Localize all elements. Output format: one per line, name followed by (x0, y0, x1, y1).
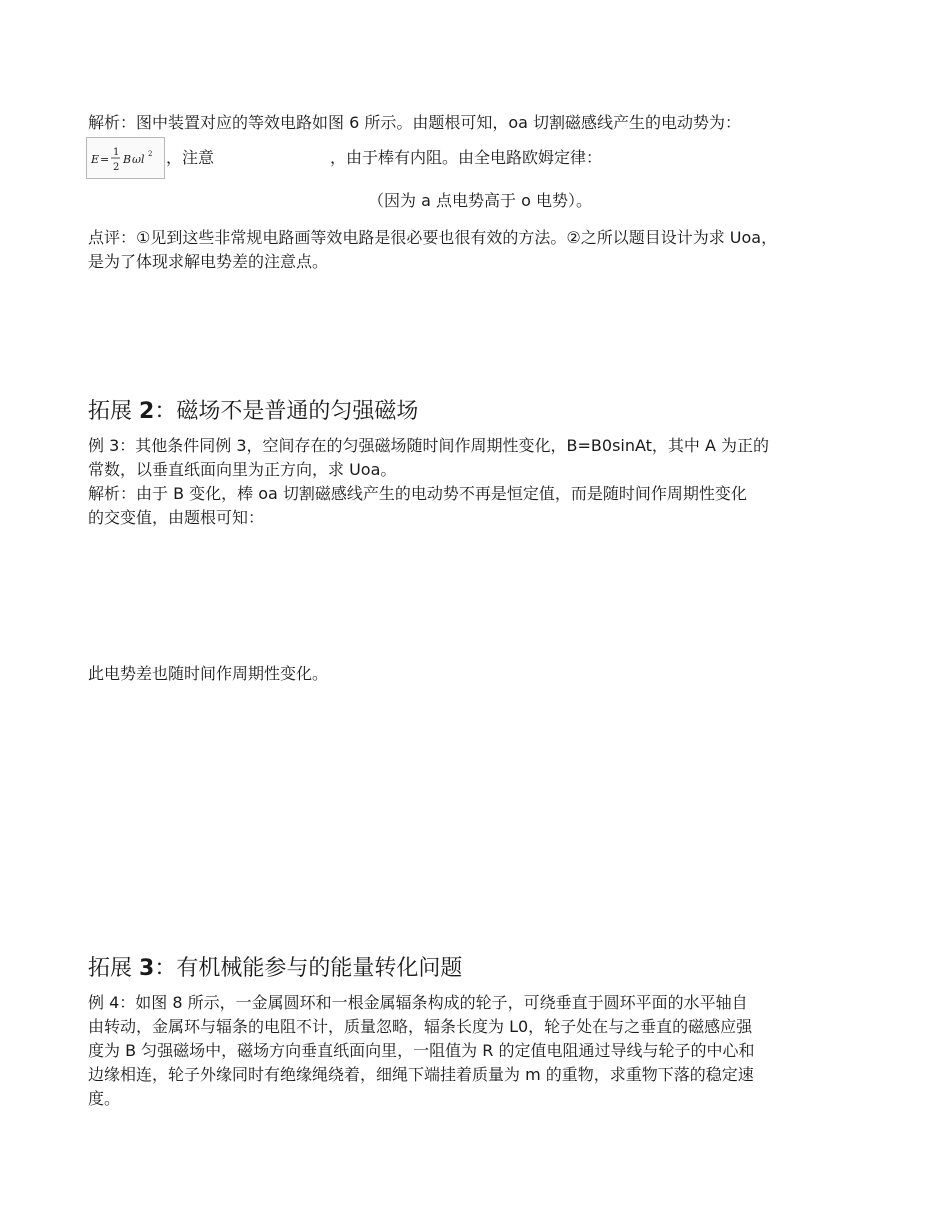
conclusion-line: 此电势差也随时间作周期性变化。 (88, 664, 329, 683)
comment-line-1: 点评：①见到这些非常规电路画等效电路是很必要也很有效的方法。②之所以题目设计为求 Uoa， (88, 228, 778, 247)
analysis-2-line-1: 解析：由于 B 变化，棒 oa 切割磁感线产生的电动势不再是恒定值，而是随时间作周期性变化 (88, 484, 747, 503)
svg-text:E: E (91, 153, 100, 166)
svg-text:B: B (123, 153, 132, 166)
comment-paragraph (88, 226, 863, 274)
analysis-paragraph (88, 111, 863, 135)
emf-formula-image (86, 137, 165, 179)
svg-text:2: 2 (148, 150, 153, 158)
analysis-2-line-2: 的交变值，由题根可知： (88, 508, 265, 527)
extension-2-heading: 拓展 2：磁场不是普通的匀强磁场 (88, 399, 419, 424)
example-3-line-2: 常数，以垂直纸面向里为正方向，求 Uoa。 (88, 460, 397, 479)
formula-followup-ohm: ，由于棒有内阻。由全电路欧姆定律： (330, 148, 603, 167)
example-4-line-1: 例 4：如图 8 所示，一金属圆环和一根金属辐条构成的轮子，可绕垂直于圆环平面的水平轴自 (88, 993, 748, 1012)
conclusion-paragraph (88, 662, 863, 686)
example-4-line-5: 度。 (88, 1089, 121, 1108)
analysis-line-1: 解析：图中装置对应的等效电路如图 6 所示。由题根可知，oa 切割磁感线产生的电动势为： (88, 113, 742, 132)
example-4-line-3: 度为 B 匀强磁场中，磁场方向垂直纸面向里，一阻值为 R 的定值电阻通过导线与轮子的中心和 (88, 1041, 755, 1060)
extension-3-heading: 拓展 3：有机械能参与的能量转化问题 (88, 956, 463, 981)
svg-text:1: 1 (113, 147, 120, 158)
example-4-line-2: 由转动，金属环与辐条的电阻不计，质量忽略，辐条长度为 L0，轮子处在与之垂直的磁感应强 (88, 1017, 753, 1036)
example-3-paragraph (88, 434, 863, 530)
comment-line-2: 是为了体现求解电势差的注意点。 (88, 252, 329, 271)
example-4-line-4: 边缘相连，轮子外缘同时有绝缘绳绕着，细绳下端挂着质量为 m 的重物，求重物下落的稳定速 (88, 1065, 754, 1084)
svg-text:2: 2 (113, 162, 120, 173)
example-3-line-1: 例 3：其他条件同例 3，空间存在的匀强磁场随时间作周期性变化，B=B0sinAt，其中 A 为正的 (88, 436, 770, 455)
example-4-paragraph (88, 991, 863, 1111)
formula-followup-note: ，注意 (166, 148, 215, 167)
svg-text:=: = (100, 153, 110, 166)
potential-note: （因为 a 点电势高于 o 电势）。 (368, 191, 592, 210)
svg-text:ωl: ωl (132, 153, 145, 166)
